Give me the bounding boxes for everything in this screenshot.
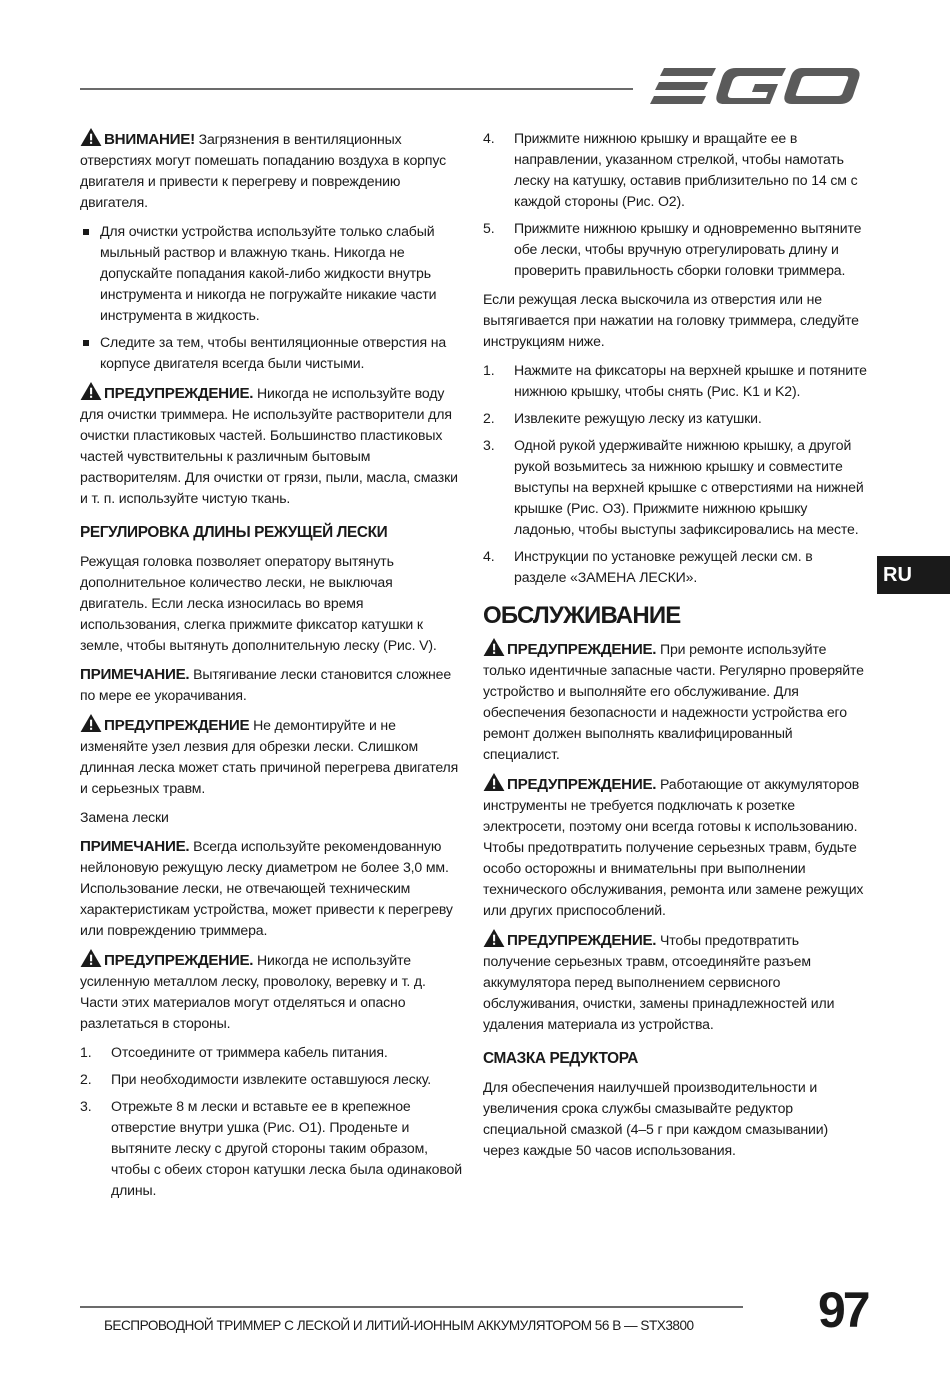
section-heading-maintenance: ОБСЛУЖИВАНИЕ [483, 602, 681, 629]
bullet-square-icon [83, 229, 89, 235]
warning-icon [80, 128, 102, 146]
warning-paragraph-parts: ПРЕДУПРЕЖДЕНИЕ. При ремонте используйте только идентичные запасные части. Регулярно проверяйте устройство и выполняйте его обслуживание. Для обеспечения безопасности и надежности устройства его ремонт должен выполнять квалифицированный специалист. [483, 638, 868, 765]
replacement-steps-list [80, 1042, 462, 1201]
footer-rule [80, 1306, 743, 1308]
caution-text: Загрязнения в вентиляционных отверстиях могут помешать попаданию воздуха в корпус двигателя и привести к перегреву и повреждению двигателя. [80, 131, 446, 210]
reassembly-steps-list [483, 360, 868, 588]
caution-paragraph [80, 128, 462, 213]
list-item: 1. Нажмите на фиксаторы на верхней крышке и потяните нижнюю крышку, чтобы снять (Рис. K1 и K2). [483, 362, 867, 399]
replacement-steps-continued [483, 128, 868, 281]
cleaning-bullet-list [80, 221, 462, 374]
subheading-line-replacement: Замена лески [80, 809, 169, 825]
caution-label: ВНИМАНИЕ! [104, 131, 195, 148]
warning-label: ПРЕДУПРЕЖДЕНИЕ. [507, 932, 657, 949]
warning-label: ПРЕДУПРЕЖДЕНИЕ. [104, 385, 254, 402]
list-item: 2. При необходимости извлеките оставшуюся леску. [80, 1071, 432, 1087]
list-item: 4. Прижмите нижнюю крышку и вращайте ее в направлении, указанном стрелкой, чтобы намотать леску на катушку, оставив приблизительно по 14 см с каждой стороны (Рис. O2). [483, 130, 858, 209]
warning-icon [80, 714, 102, 732]
warning-paragraph-metal: ПРЕДУПРЕЖДЕНИЕ. Никогда не используйте усиленную металлом леску, проволоку, веревку и т. д. Части этих материалов могут отделяться и опасно разлетаться в стороны. [80, 949, 462, 1034]
list-item: Для очистки устройства используйте только слабый мыльный раствор и влажную ткань. Никогда не допускайте попадания какой-либо жидкости внутрь инструмента и никогда не погружайте никакие части инструмента в жидкость. [80, 221, 462, 326]
note-label: ПРИМЕЧАНИЕ. [80, 838, 190, 855]
bullet-square-icon [83, 340, 89, 346]
note-paragraph: ПРИМЕЧАНИЕ. Вытягивание лески становится сложнее по мере ее укорачивания. [80, 666, 452, 703]
warning-paragraph-blade: ПРЕДУПРЕЖДЕНИЕ Не демонтируйте и не изменяйте узел лезвия для обрезки лески. Слишком длинная леска может стать причиной перегрева двигателя и серьезных травм. [80, 714, 462, 799]
language-tab: RU [877, 556, 950, 594]
section-heading-line-length: РЕГУЛИРОВКА ДЛИНЫ РЕЖУЩЕЙ ЛЕСКИ [80, 524, 388, 541]
paragraph-gear-lubrication: Для обеспечения наилучшей производительности и увеличения срока службы смазывайте редуктор специальной смазкой (4–5 г при каждом смазывании) через каждые 50 часов использования. [483, 1079, 829, 1158]
list-item: 2. Извлеките режущую леску из катушки. [483, 410, 762, 426]
note-label: ПРИМЕЧАНИЕ. [80, 666, 190, 683]
list-item: 4. Инструкции по установке режущей лески см. в разделе «ЗАМЕНА ЛЕСКИ». [483, 548, 813, 585]
list-item: 3. Отрежьте 8 м лески и вставьте ее в крепежное отверстие внутри ушка (Рис. O1). Проденьте и вытяните леску с другой стороны таким образом, чтобы с обеих сторон катушки леска была одинаковой длины. [80, 1098, 462, 1198]
ego-logo [650, 62, 862, 114]
warning-label: ПРЕДУПРЕЖДЕНИЕ. [507, 641, 657, 658]
list-item: 5. Прижмите нижнюю крышку и одновременно вытяните обе лески, чтобы вручную отрегулировать длину и проверить правильность сборки головки триммера. [483, 220, 862, 278]
warning-label: ПРЕДУПРЕЖДЕНИЕ. [507, 776, 657, 793]
footer-title: БЕСПРОВОДНОЙ ТРИММЕР С ЛЕСКОЙ И ЛИТИЙ-ИОННЫМ АККУМУЛЯТОРОМ 56 В — STX3800 [104, 1318, 694, 1333]
warning-paragraph-water: ПРЕДУПРЕЖДЕНИЕ. Никогда не используйте воду для очистки триммера. Не используйте растворители для очистки пластиковых частей. Большинство пластиковых частей чувствительны к различным бытовым растворителям. Для очистки от грязи, пыли, масла, смазки и т. п. используйте чистую ткань. [80, 382, 462, 509]
list-item: Следите за тем, чтобы вентиляционные отверстия на корпусе двигателя всегда были чистыми. [80, 332, 462, 374]
warning-icon [483, 929, 505, 947]
paragraph-line-adjust: Режущая головка позволяет оператору вытянуть дополнительное количество лески, не выключая двигатель. Если леска износилась во время использования, слегка прижмите фиксатор катушки к земле, чтобы вытянуть дополнительную леску (Рис. V). [80, 553, 437, 653]
page-number: 97 [818, 1282, 868, 1338]
paragraph-line-popped: Если режущая леска выскочила из отверстия или не вытягивается при нажатии на головку триммера, следуйте инструкциям ниже. [483, 291, 859, 349]
section-heading-gear-lubrication: СМАЗКА РЕДУКТОРА [483, 1050, 638, 1067]
warning-label: ПРЕДУПРЕЖДЕНИЕ [104, 717, 250, 734]
left-column [80, 128, 462, 1209]
warning-icon [80, 949, 102, 967]
header-rule [80, 88, 633, 90]
warning-paragraph-battery-tools: ПРЕДУПРЕЖДЕНИЕ. Работающие от аккумуляторов инструменты не требуется подключать к розетке электросети, поэтому они всегда готовы к использованию. Чтобы предотвратить получение серьезных травм, будьте особо осторожны и внимательны при выполнении технического обслуживания, ремонта или замене режущих или других приспособлений. [483, 773, 868, 921]
right-column [483, 128, 868, 1169]
warning-icon [483, 773, 505, 791]
note-paragraph-diameter: ПРИМЕЧАНИЕ. Всегда используйте рекомендованную нейлоновую режущую леску диаметром не более 3,0 мм. Использование лески, не отвечающей техническим характеристикам устройства, может привести к перегреву или повреждению триммера. [80, 838, 453, 938]
warning-label: ПРЕДУПРЕЖДЕНИЕ. [104, 952, 254, 969]
list-item: 1. Отсоедините от триммера кабель питания. [80, 1044, 388, 1060]
warning-icon [483, 638, 505, 656]
warning-paragraph-disconnect: ПРЕДУПРЕЖДЕНИЕ. Чтобы предотвратить получение серьезных травм, отсоединяйте разъем аккумулятора перед выполнением сервисного обслуживания, очистки, замены принадлежностей или удаления материала из устройства. [483, 929, 868, 1035]
warning-icon [80, 382, 102, 400]
list-item: 3. Одной рукой удерживайте нижнюю крышку, а другой рукой возьмитесь за нижнюю крышку и совместите выступы на верхней крышке с отверстиями на нижней крышке (Рис. O3). Прижмите нижнюю крышку ладонью, чтобы выступы зафиксировались на месте. [483, 437, 864, 537]
